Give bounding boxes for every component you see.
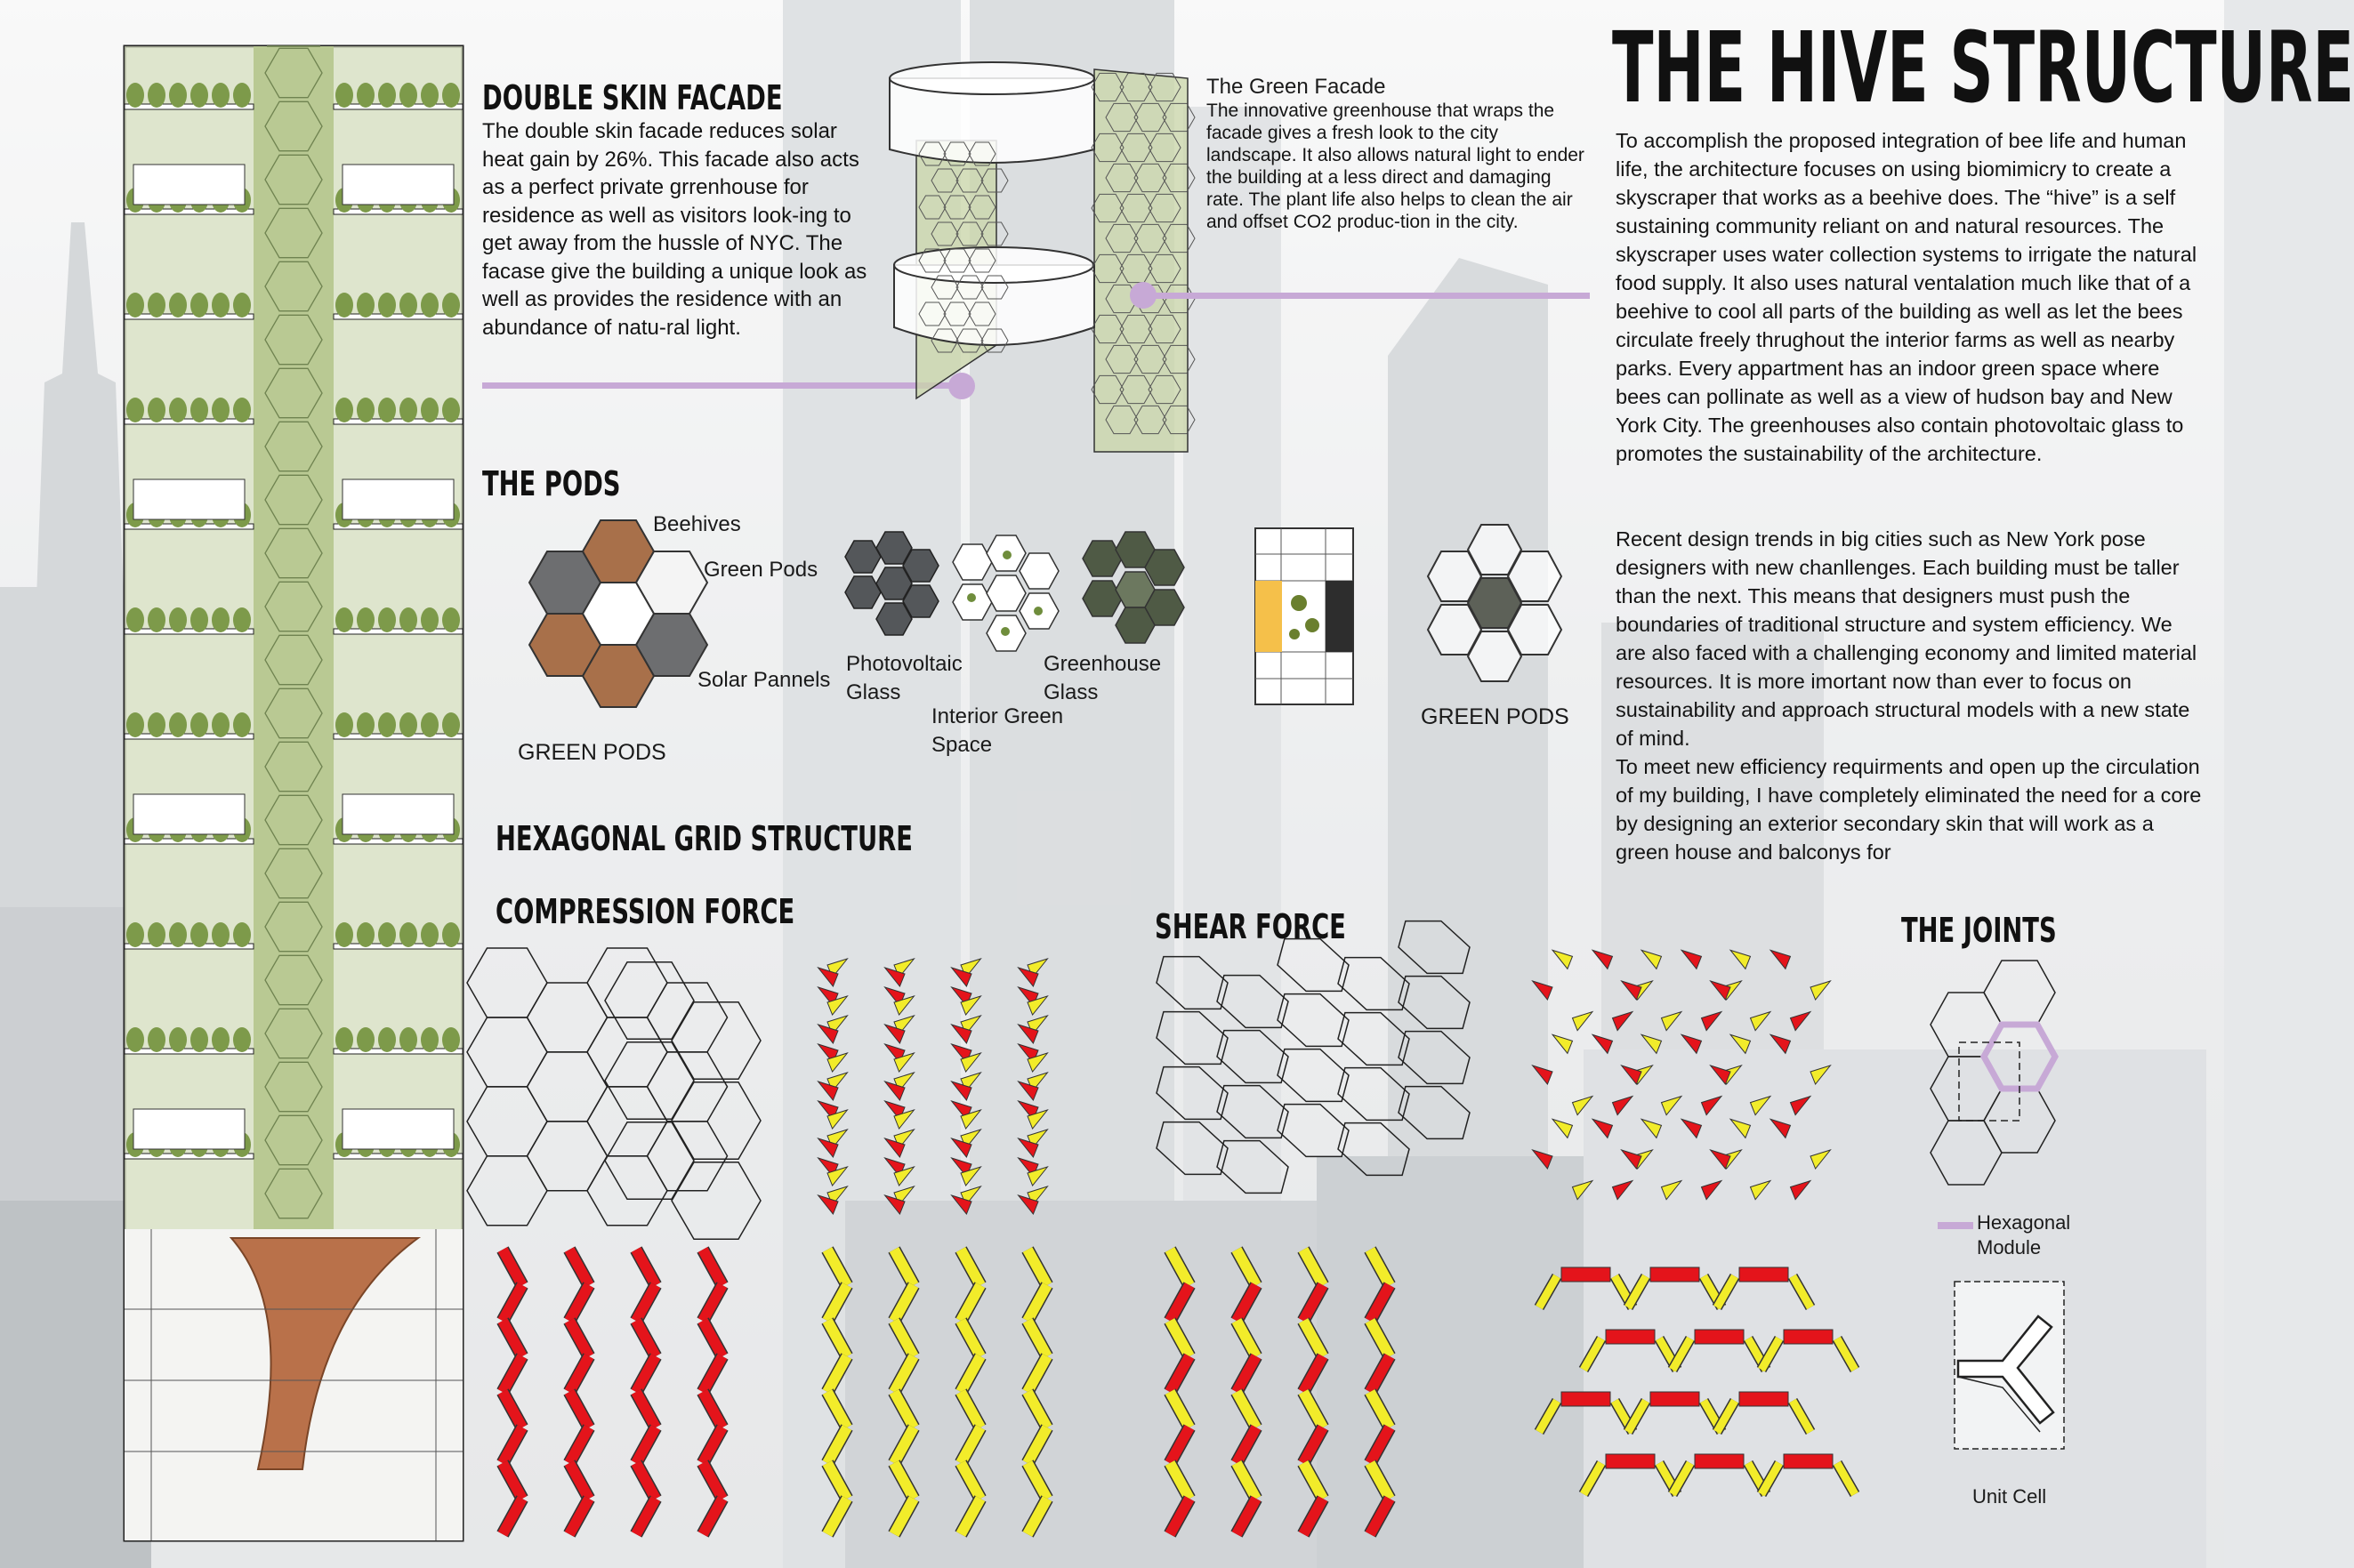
pods-label-green-pods: Green Pods [704,558,818,582]
intro-paragraph-1: To accomplish the proposed integration of bee life and human life, the architecture focuses on using biomimicry to create a skyscraper that works as a beehive does. The “hive” is a self sustaining community reliant on and natural resources. The skyscraper uses water collection systems to irrigate the natural food supply. It also uses natural ventalation much like that of a beehive to cool all parts of the building as well as let the bees circulate freely thrughout the interior farms as well as nearby parks. Every appartment has an indoor green space where bees can pollinate as well as a view of hudson bay and New York City. The greenhouses also contain photovoltaic glass to promotes the sustainability of the architecture. [1616,129,2197,465]
pods-label-greenhouse: Greenhouse Glass [1044,652,1162,704]
shear-zigzag-mixed [1157,1250,1423,1534]
unit-cell-label: Unit Cell [1972,1485,2047,1508]
interior-green-space-hex [945,535,1060,651]
compression-zigzag-yellow [814,1250,1081,1534]
compression-hex-grid [472,947,774,1223]
pods-heading: THE PODS [482,464,621,503]
green-facade-text: The innovative greenhouse that wraps the facade gives a fresh look to the city landscape. It also allows natural light to ender the building at a less direct and damaging rate. The plant life also helps to clean the air and offset CO2 produc-tion in the city. [1206,101,1584,232]
hexagonal-module-legend-swatch [1938,1222,1973,1229]
unit-cell-drawing [1954,1281,2065,1450]
shear-force-triangles [1539,952,1833,1218]
joints-heading: THE JOINTS [1901,911,2057,950]
shear-heading: SHEAR FORCE [1155,907,1346,946]
compression-force-triangles [810,956,1076,1223]
page-title: THE HIVE STRUCTURE [1612,11,2354,125]
pods-label-beehives: Beehives [653,512,741,536]
pods-label-solar: Solar Pannels [697,668,831,692]
greenhouse-glass-hex [1076,532,1183,639]
green-facade-illustration [881,69,1219,452]
green-facade-leader-dot [1130,282,1157,309]
pods-label-interior-green: Interior Green Space [931,704,1064,757]
green-facade-leader-line [1141,293,1590,299]
pod-section-drawing [1254,527,1354,705]
green-facade-heading: The Green Facade [1206,75,1386,99]
compression-heading: COMPRESSION FORCE [496,892,795,931]
pods-caption-right: GREEN PODS [1421,704,1569,729]
green-pods-cluster [503,516,707,720]
double-skin-text: The double skin facade reduces solar heat gain by 26%. This facade also acts as a perfect private grrenhouse for residence as well as visitors look-ing to get away from the hussle of NYC. The facase give the building a unique look as well as provides the residence with an abundance of natu-ral light. [482,119,867,340]
photovoltaic-glass-hex [841,532,939,639]
pods-caption-left: GREEN PODS [518,740,666,765]
compression-zigzag-red [489,1250,756,1534]
grid-heading: HEXAGONAL GRID STRUCTURE [496,819,913,858]
joints-hex-diagram [1931,961,2108,1201]
shear-hex-grid [1157,956,1495,1214]
intro-paragraph-2: Recent design trends in big cities such as New York pose designers with new chanllenges. Each building must be taller than the next. This means that designers must push the boundaries of traditional structure and system efficiency. We are also faced with a challenging economy and limited material resources. It is more imortant now than ever to focus on sustainability and approach structural models with a new state of mind. [1616,527,2197,750]
shear-hex-bars [1539,1258,1824,1525]
tower-section [125,46,463,1540]
intro-paragraph-3: To meet new efficiency requirments and open up the circulation of my building, I have completely eliminated the need for a core by designing an exterior secondary skin that will work as a green house and balconys for [1616,755,2202,864]
double-skin-heading: DOUBLE SKIN FACADE [482,78,783,117]
hexagonal-module-label: Hexagonal Module [1977,1211,2071,1258]
green-pod-hex-cluster [1415,525,1575,703]
pods-label-photovoltaic: Photovoltaic Glass [846,652,963,704]
